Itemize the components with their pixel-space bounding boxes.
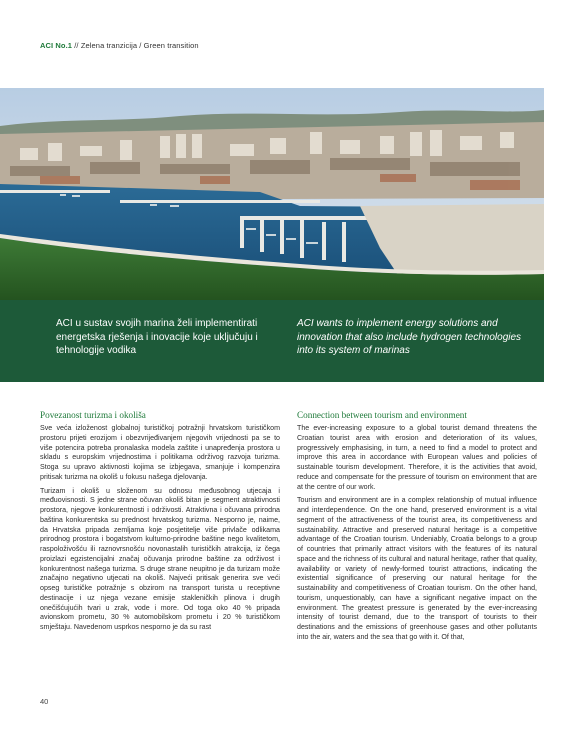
croatian-paragraph-2: Turizam i okoliš u složenom su odnosu međusobnog utjecaja i međuovisnosti. S jedne strane očuvan okoliš bitan je segment atraktivnosti prostora, njegove konkurentnosti i održivosti. Atraktivna i očuvana prirodna baština konkurentska su prednost hrvatskog turizma. Nesporno je, naime, da Hrvatska pripada zemljama koje posjetitelje više privlače odlikama prirodnog prostora i bogatstvom kulturno-prirodne baštine nego kvalitetom, raspoloživošću ili raznovrsnošću novonastalih turističkih atrakcija, iz čega proizlazi egzistencijalni značaj očuvanja prirodne baštine za održivost i konkurentnost našega turizma. S druge strane neupitno je da turizam može značajno negativno utjecati na okoliš. Najveći pritisak generira sve veći opseg turističke potražnje s obzirom na transport turista u receptivne destinacije i uz njega vezane emisije stakleničkih plinova i drugih onečišćujućih tvari u zrak, vode i more. Od toga oko 40 % pripada avionskom prometu, 30 % automobilskom prometu i 20 % turističkom smještaju. Navedenom usprkos nesporno je da su rast: [40, 486, 280, 631]
running-head: [40, 41, 199, 50]
croatian-heading: Povezanost turizma i okoliša: [40, 410, 146, 420]
section-topic: Zelena tranzicija / Green transition: [80, 41, 199, 50]
banner-quote-croatian: ACI u sustav svojih marina želi implementirati energetska rješenja i inovacije koje uključuju i tehnologije vodika: [56, 318, 258, 357]
croatian-paragraph-1: Sve veća izloženost globalnoj turističkoj potražnji hrvatskom turističkom prostoru prijeti erozijom i obezvrijeđivanjem njegovih vrijednosti pa se to više potencira potreba pronalaska modela zaštite i unapređenja prostora u skladu s europskim vrijednostima i politikama održivog razvoja turizma. Stoga su upravo aktivnosti kojima se izbjegava, smanjuje i kompenzira pritisak turizma na okoliš u fokusu našega djelovanja.: [40, 424, 280, 481]
page-number: 40: [40, 697, 49, 706]
english-heading: Connection between tourism and environment: [297, 410, 467, 420]
harbour-city-photo: [0, 88, 544, 300]
section-label: ACI No.1: [40, 41, 73, 50]
english-column: [297, 410, 537, 647]
banner-quote-english: ACI wants to implement energy solutions and innovation that also include hydrogen technologies into its system of marinas: [297, 318, 522, 357]
english-paragraph-1: The ever-increasing exposure to a global tourist demand threatens the Croatian tourist area with erosion and deterioration of its values, progressively emphasising, in turn, a need to find a model to protect and improve this area in accordance with European values and policies of sustainable tourism development. Therefore, it is the activities that avoid, reduce and compensate for the pressure of tourism on environment that are at the centre of our work.: [297, 424, 537, 491]
croatian-column: [40, 410, 280, 637]
header-separator: //: [72, 41, 81, 50]
english-paragraph-2: Tourism and environment are in a complex relationship of mutual influence and interdependence. On the one hand, preserved environment is a vital segment of the attractiveness of the tourist area, its competitiveness and sustainability. Attractive and preserved natural heritage is a competitive advantage of the Croatian tourism. Undeniably, Croatia belongs to a group of countries that primarily attract visitors with the features of its natural space and the richness of its cultural and natural heritage, rather that quality, availability or variety of newly-formed tourist attractions, indicating the existential significance of preserving our natural heritage for the sustainability and competitiveness of Croatian tourism. On the other hand, tourism, unquestionably, can have a significant negative impact on the environment. The greatest pressure is generated by the ever-increasing intensity of tourist demand, due to the transport of tourists to their destinations and the emissions of greenhouse gases and other pollutants into the air, waters and the sea that go with it. Of that,: [297, 496, 538, 641]
quote-banner: [0, 300, 544, 382]
